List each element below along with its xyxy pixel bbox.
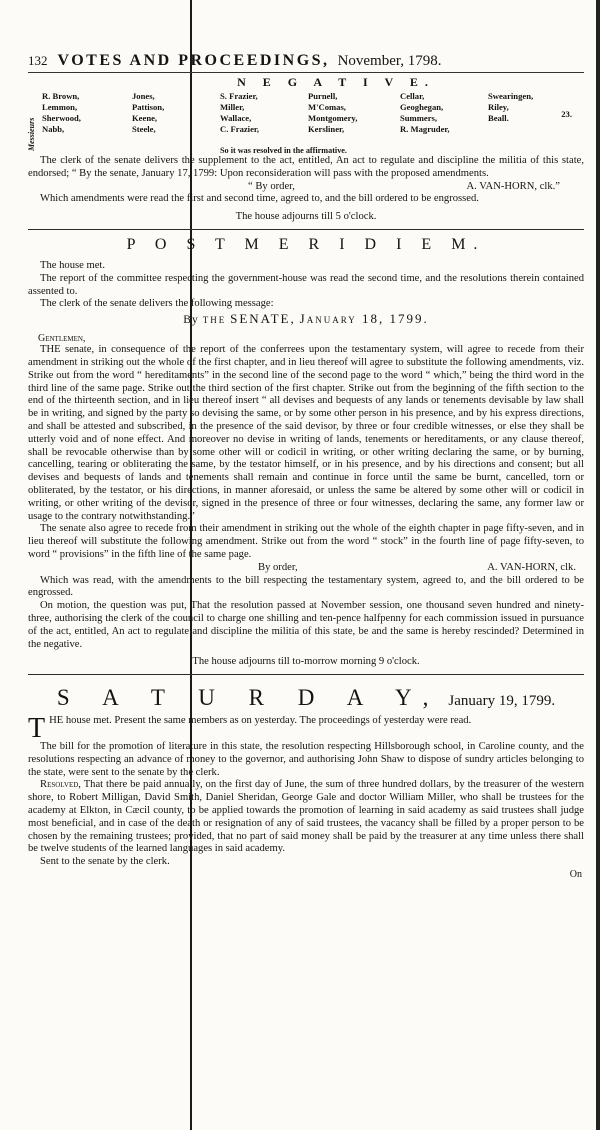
vote-column	[42, 91, 81, 135]
paragraph: The report of the committee respecting the government-house was read the second time, and the resolutions therein contained assented to.	[28, 272, 584, 297]
voter-name: Riley,	[488, 102, 509, 112]
saturday-heading	[28, 685, 584, 711]
running-header	[28, 52, 584, 70]
resolved-label: Resolved,	[40, 779, 81, 791]
adjournment-line: The house adjourns till to-morrow morning 9 o'clock.	[192, 656, 420, 668]
paragraph: The bill for the promotion of literature in this state, the resolution respecting Hillsborough school, in Caroline county, and the resolutions respecting an advance of money to the governor, and authorising John Shaw to dispose of sundry articles belonging to the state, were sent to the senate by the clerk.	[28, 741, 584, 778]
section-rule	[28, 229, 584, 230]
clerk-signature: A. VAN-HORN, clk.	[487, 561, 576, 573]
paragraph: On motion, the question was put, That the resolution passed at November session, one thousand seven hundred and ninety-three, authorising the clerk of the council to charge one shilling and ten-pence halfpenny for each commission issued in pursuance of the act, entitled, An act to regulate and discipline the militia of this state, be and the same is hereby rescinded? Determined in the negative.	[28, 600, 584, 650]
vote-list	[28, 91, 584, 155]
running-date: November, 1798.	[337, 53, 442, 69]
vote-column	[400, 91, 450, 135]
senate-name: SENATE,	[230, 311, 296, 327]
voter-name: R. Brown,	[42, 91, 80, 101]
voter-name: Jones,	[132, 91, 155, 101]
signature-line	[28, 181, 584, 194]
voter-name: Wallace,	[220, 113, 252, 123]
drop-cap: T	[28, 713, 46, 745]
senate-the: the	[202, 311, 227, 327]
day-title: S A T U R D A Y,	[56, 685, 443, 711]
paragraph: Which was read, with the amendments to the bill respecting the testamentary system, agreed to, and the bill ordered to be engrossed.	[28, 574, 584, 599]
paragraph-text: That there be paid annually, on the first day of June, the sum of three hundred dollars, by the treasurer of the western shore, to Robert Milligan, David Smith, Daniel Sheridan, George Gale and doctor William Miller, who shall be trustees for the academy at Elkton, in Cæcil county, to be applied towards the promotion of learning in said academy as said trustees shall judge most beneficial, and in case of the death or resignation of any of said trustees, the vacancy shall be filled by a proper person to be chosen by the remaining trustees; provided, that no part of said money shall be paid by the treasurer at any time unless there shall be twelve students of the learned languages in said academy.	[28, 779, 584, 855]
paragraph: The clerk of the senate delivers the supplement to the act, entitled, An act to regulate and discipline the militia of this state, endorsed; “ By the senate, January 17, 1799: Upon reconsideration will pass with the proposed amendments.	[28, 155, 584, 179]
paragraph	[28, 713, 584, 745]
voter-name: Cellar,	[400, 91, 425, 101]
negative-heading: N E G A T I V E.	[237, 75, 435, 89]
section-rule	[28, 674, 584, 675]
adjournment-line: The house adjourns till 5 o'clock.	[235, 211, 377, 223]
catchword: On	[569, 869, 582, 881]
paragraph: Which amendments were read the first and second time, agreed to, and the bill ordered to be engrossed.	[40, 193, 479, 205]
paragraph: Sent to the senate by the clerk.	[40, 856, 170, 868]
voter-name: Nabb,	[42, 124, 65, 134]
voter-name: Swearingen,	[488, 91, 534, 101]
messieurs-label: Messieurs	[27, 117, 36, 151]
vote-column	[308, 91, 357, 135]
voter-name: C. Frazier,	[220, 124, 260, 134]
voter-name: Miller,	[220, 102, 245, 112]
day-date: January 19, 1799.	[448, 693, 556, 710]
signature-line	[28, 562, 584, 575]
senate-by: By	[183, 313, 199, 327]
by-order-label: By order,	[258, 561, 298, 573]
voter-name: Keene,	[132, 113, 158, 123]
vote-column	[132, 91, 164, 135]
paragraph: The clerk of the senate delivers the following message:	[40, 298, 274, 310]
salutation: Gentlemen,	[38, 333, 86, 345]
voter-name: Summers,	[400, 113, 437, 123]
voter-name: S. Frazier,	[220, 91, 258, 101]
voter-name: R. Magruder,	[400, 124, 450, 134]
by-order-label: “ By order,	[248, 180, 295, 192]
vote-column	[488, 91, 533, 124]
senate-date: January 18, 1799.	[299, 311, 429, 327]
voter-name: Purnell,	[308, 91, 338, 101]
page-edge-shadow	[596, 0, 600, 1130]
page-number: 132	[28, 53, 48, 68]
running-title: VOTES AND PROCEEDINGS,	[57, 52, 330, 69]
header-rule	[28, 72, 584, 73]
paragraph-text: HE house met. Present the same members as on yesterday. The proceedings of yesterday were read.	[49, 715, 472, 727]
voter-name: Montgomery,	[308, 113, 358, 123]
vote-column	[220, 91, 259, 135]
vote-result: So it was resolved in the affirmative.	[220, 146, 347, 155]
voter-name: Steele,	[132, 124, 156, 134]
voter-name: Lemmon,	[42, 102, 78, 112]
paragraph	[28, 779, 584, 856]
senate-message-body: THE senate, in consequence of the report of the conferrees upon the testamentary system, will agree to recede from their amendment in striking out the whole of the first chapter, and in lieu thereof will agree to substitute the following amendments, viz. Strike out from the word “ hereditaments” in the second line of the second page to the word “ which,” being the third word in the third line of the same page. Strike out the third section of the first chapter. Strike out from the beginning of the fifth section to the end of the thirteenth section, and in lieu thereof insert “ all devises and bequests of any lands or tenements devisable by law shall be in writing, and signed by the party so devising the same, or by some other person in his presence, and by his express directions, and shall be attested and subscribed, in the presence of the said devisor, by three or four credible witnesses, or else they shall be utterly void and of none effect. And moreover no devise in writing of lands, tenements or hereditaments, or any clause thereof, shall be revocable otherwise than by some other will or codicil in writing, or other writing declaring the same, or by burning, cancelling, tearing or obliterating the same, by the testator himself, or in his presence, and by his directions and consent; but all devises and bequests of lands and tenements shall remain and continue in force until the same be burnt, cancelled, torn or obliterated, by the testator, or his directions, in manner aforesaid, or unless the same be altered by some other will or codicil in writing, or other writing of the devisor, signed in the presence of three or four witnesses, declaring the same, any former law or usage to the contrary notwithstanding.”	[28, 344, 584, 522]
clerk-signature: A. VAN-HORN, clk.”	[466, 180, 560, 192]
post-meridiem-heading: P O S T M E R I D I E M.	[126, 235, 486, 253]
voter-name: Geoghegan,	[400, 102, 444, 112]
vote-tally: 23.	[561, 109, 572, 119]
senate-message-body: The senate also agree to recede from their amendment in striking out the whole of the eighth chapter in page fifty-seven, and in lieu thereof will substitute the following amendment. Strike out from the word “ stock” in the fourth line of page fifty-seven, to word “ provisions” in the fifth line of the same page.	[28, 523, 584, 560]
paragraph: The house met.	[40, 259, 106, 271]
voter-name: Pattison,	[132, 102, 165, 112]
senate-message-heading	[28, 311, 584, 327]
voter-name: Kersliner,	[308, 124, 345, 134]
voter-name: Beall.	[488, 113, 509, 123]
page-content	[28, 52, 584, 880]
voter-name: M'Comas,	[308, 102, 346, 112]
voter-name: Sherwood,	[42, 113, 81, 123]
